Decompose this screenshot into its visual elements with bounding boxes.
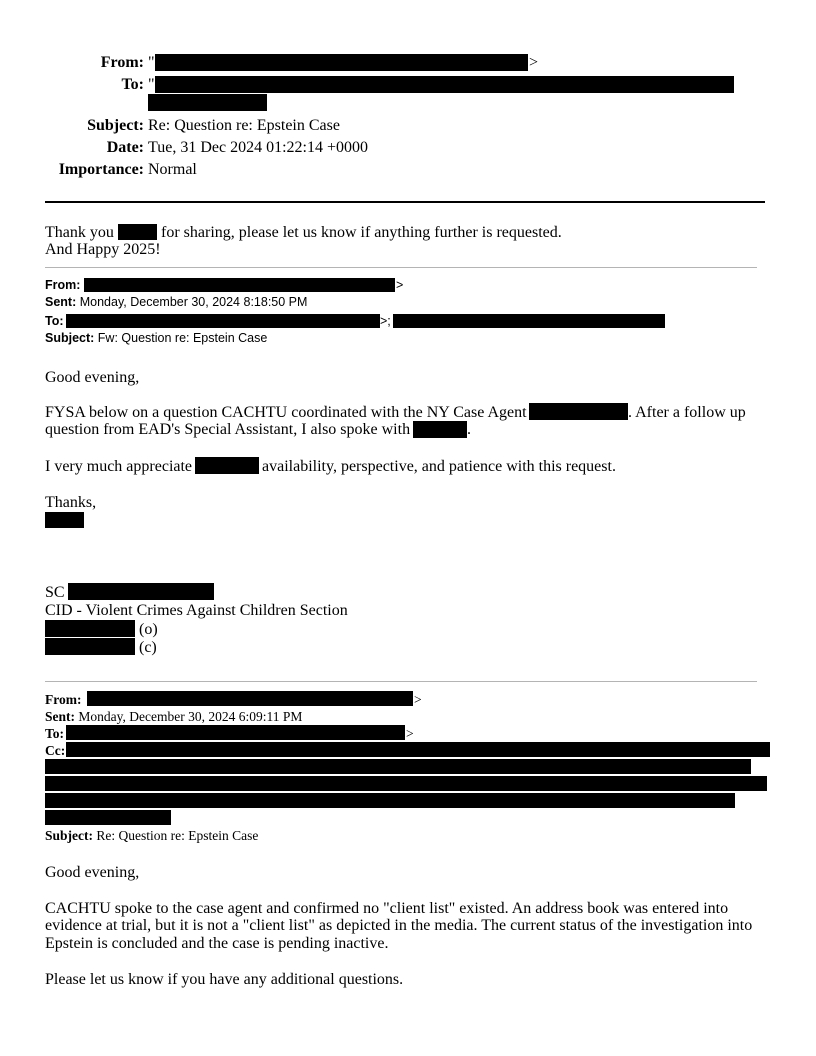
msg3-subject-value: Re: Question re: Epstein Case (96, 828, 259, 843)
msg3-to-label: To: (45, 726, 65, 741)
message-divider (45, 267, 757, 268)
msg2-paragraph-2a: I very much appreciate (45, 458, 193, 475)
redaction-box (118, 224, 157, 240)
redaction-box (87, 691, 413, 706)
msg2-to-separator: >; (380, 314, 391, 328)
redaction-box (68, 583, 214, 600)
redaction-box (45, 638, 135, 655)
msg3-body-line-1: CACHTU spoke to the case agent and confirmed no "client list" existed. An address book was entered into (45, 900, 729, 917)
redaction-box (84, 278, 395, 292)
msg3-to-bracket: > (406, 726, 414, 741)
redaction-box (155, 54, 528, 71)
redaction-box (45, 810, 171, 825)
msg2-from-label: From: (45, 278, 81, 292)
redaction-box (45, 620, 135, 637)
signature-phone-office: (o) (139, 621, 158, 638)
msg3-from-row (45, 691, 82, 708)
signature-title: SC (45, 584, 65, 601)
from-close-bracket: > (529, 54, 539, 71)
redaction-box (155, 76, 734, 93)
msg3-cc-row (45, 742, 65, 759)
msg3-subject-label: Subject: (45, 828, 93, 843)
msg2-from-row (45, 277, 80, 294)
msg3-to-row (45, 725, 64, 742)
msg2-paragraph-2b: availability, perspective, and patience with this request. (262, 458, 616, 475)
date-label: Date: (106, 139, 144, 156)
redaction-box (45, 793, 735, 808)
subject-label: Subject: (87, 117, 144, 134)
redaction-box (529, 403, 628, 420)
redaction-box (393, 314, 665, 328)
msg2-paragraph-1a: FYSA below on a question CACHTU coordinated with the NY Case Agent (45, 404, 527, 421)
redaction-box (66, 314, 380, 328)
msg2-paragraph-1b: . After a follow up (628, 404, 746, 421)
msg2-subject-label: Subject: (45, 331, 95, 345)
redaction-box (195, 457, 259, 474)
msg2-sent-label: Sent: (45, 295, 77, 309)
msg2-to-label: To: (45, 314, 64, 328)
msg2-thanks: Thanks, (45, 494, 97, 511)
msg3-closing: Please let us know if you have any additional questions. (45, 971, 404, 988)
to-open-quote: " (148, 76, 155, 93)
msg3-sent-value: Monday, December 30, 2024 6:09:11 PM (78, 709, 303, 724)
msg3-body-line-2: evidence at trial, but it is not a "client list" as depicted in the media. The current status of the investigation into (45, 917, 753, 934)
from-label: From: (100, 54, 144, 71)
message-divider (45, 681, 757, 682)
msg2-greeting: Good evening, (45, 369, 140, 386)
msg2-from-bracket: > (396, 278, 404, 292)
importance-value: Normal (148, 161, 197, 178)
date-value: Tue, 31 Dec 2024 01:22:14 +0000 (148, 139, 368, 156)
redaction-box (45, 512, 84, 528)
msg2-subject-row (45, 330, 267, 347)
msg2-sent-value: Monday, December 30, 2024 8:18:50 PM (79, 295, 308, 309)
msg3-from-bracket: > (414, 692, 422, 707)
to-label: To: (121, 76, 144, 93)
msg3-subject-row (45, 827, 258, 844)
msg2-to-row (45, 313, 64, 330)
msg3-sent-label: Sent: (45, 709, 75, 724)
header-divider (45, 201, 765, 203)
signature-unit: CID - Violent Crimes Against Children Section (45, 602, 348, 619)
redaction-box (413, 421, 467, 438)
reply-text: Thank you (45, 224, 114, 241)
signature-phone-cell: (c) (139, 639, 157, 656)
redaction-box (45, 759, 751, 774)
msg2-paragraph-1c: question from EAD's Special Assistant, I also spoke with (45, 421, 411, 438)
msg3-cc-label: Cc: (45, 743, 66, 758)
msg3-sent-row (45, 708, 302, 725)
msg3-body-line-3: Epstein is concluded and the case is pending inactive. (45, 935, 389, 952)
importance-label: Importance: (58, 161, 144, 178)
subject-value: Re: Question re: Epstein Case (148, 117, 340, 134)
reply-line-1-cont: for sharing, please let us know if anything further is requested. (161, 224, 562, 241)
reply-line-1 (45, 224, 114, 242)
redaction-box (45, 776, 767, 791)
msg2-paragraph-1d: . (467, 421, 471, 438)
from-open-quote: " (148, 54, 155, 71)
msg2-subject-value: Fw: Question re: Epstein Case (97, 331, 268, 345)
redaction-box (148, 94, 267, 111)
msg3-from-label: From: (45, 692, 82, 707)
msg3-greeting: Good evening, (45, 864, 140, 881)
redaction-box (66, 725, 405, 740)
msg2-sent-row (45, 294, 307, 311)
reply-line-2: And Happy 2025! (45, 241, 161, 258)
redaction-box (66, 742, 770, 757)
